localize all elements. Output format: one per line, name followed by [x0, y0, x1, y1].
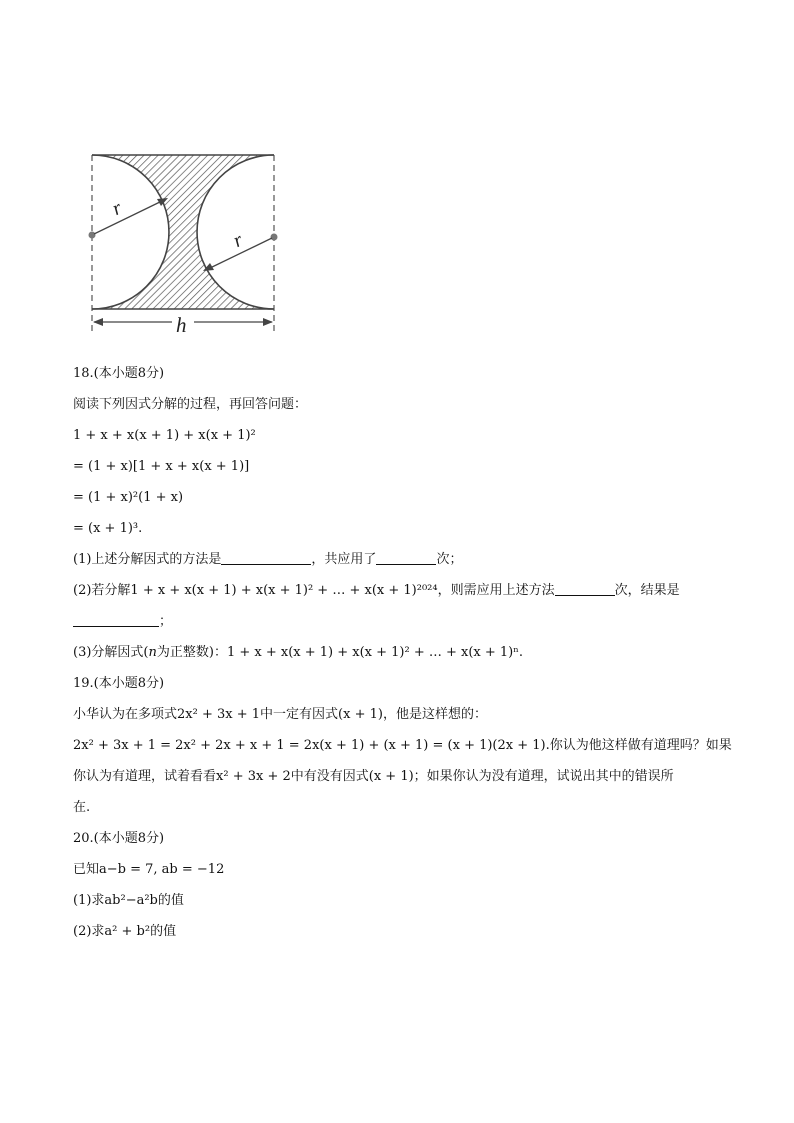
q18-part1-text-b: ，共应用了 [311, 552, 377, 567]
q18-part2-blank-result[interactable] [73, 614, 159, 627]
q20-given [73, 861, 224, 879]
left-center-dot [89, 232, 96, 239]
q18-step0: 1 + x + x(x + 1) + x(x + 1)² [73, 428, 256, 443]
geometry-figure [82, 146, 282, 342]
q18-part3-text-a: (3)分解因式( [73, 645, 149, 660]
q18-part2-text-c: 次，结果是 [614, 583, 680, 598]
q19-line3-text-a: 你认为有道理，试着看看 [73, 769, 217, 784]
q18-part2-expr: 1 + x + x(x + 1) + x(x + 1)² + … + x(x + 1)²⁰²⁴ [130, 583, 438, 598]
q18-part2-cont [73, 613, 172, 631]
q18-step1: = (1 + x)[1 + x + x(x + 1)] [73, 459, 250, 474]
q19-line1-poly: 2x² + 3x + 1 [177, 707, 261, 722]
q18-part1-blank-method[interactable] [221, 552, 311, 565]
q19-line3-text-c: ；如果你认为没有道理，试说出其中的错误所 [413, 769, 674, 784]
q18-part1-text-c: 次； [436, 552, 463, 567]
q19-line4: 在. [73, 800, 91, 815]
q18-part3-expr: 1 + x + x(x + 1) + x(x + 1)² + … + x(x + 1)ⁿ. [226, 645, 524, 660]
shaded-region [92, 155, 274, 309]
right-center-dot [271, 234, 278, 241]
right-radius-label: r [229, 228, 247, 253]
q18-part1-text-a: (1)上述分解因式的方法是 [73, 552, 222, 567]
width-label: h [176, 313, 187, 337]
q19-line2-equation: 2x² + 3x + 1 = 2x² + 2x + x + 1 = 2x(x + 1) + (x + 1) = (x + 1)(2x + 1) [73, 738, 546, 753]
q19-line3-text-b: 中有没有因式 [290, 769, 369, 784]
q20-part2-expr: a² + b² [104, 924, 151, 939]
q20-part2-text-a: (2)求 [73, 924, 105, 939]
q19-line1-text-a: 小华认为在多项式 [73, 707, 178, 722]
q19-line1-text-b: 中一定有因式 [260, 707, 339, 722]
q20-part1-text-b: 的值 [157, 893, 184, 908]
q18-part1 [73, 551, 462, 569]
q19-line1 [73, 706, 487, 724]
q19-line2-text: .你认为他这样做有道理吗？如果 [545, 738, 732, 753]
q18-part3-n: n [148, 645, 157, 660]
q18-part3-text-b: 为正整数)： [156, 645, 227, 660]
q20-part1-expr: ab²−a²b [104, 893, 158, 908]
q20-part1 [73, 892, 184, 910]
q18-part2-blank-count[interactable] [555, 583, 615, 596]
q19-line2 [73, 737, 732, 755]
width-arrow-right [263, 318, 273, 326]
figure-svg [82, 146, 282, 342]
q20-given-text: 已知 [73, 862, 100, 877]
q18-step3: = (x + 1)³. [73, 521, 143, 536]
q19-line1-text-c: ，他是这样想的： [382, 707, 487, 722]
q19-line3-factor: (x + 1) [368, 769, 414, 784]
left-radius-line [94, 200, 164, 234]
q18-part1-blank-count[interactable] [376, 552, 436, 565]
q18-header: 18.(本小题8分) [73, 366, 165, 381]
q19-header: 19.(本小题8分) [73, 676, 165, 691]
q18-part2-end: ； [159, 614, 173, 629]
q18-intro: 阅读下列因式分解的过程，再回答问题： [73, 397, 308, 412]
q20-part2 [73, 923, 176, 941]
q18-step2: = (1 + x)²(1 + x) [73, 490, 184, 505]
q18-part3 [73, 644, 523, 662]
q19-line3 [73, 768, 674, 786]
q20-part2-text-b: 的值 [150, 924, 177, 939]
q18-part2 [73, 582, 680, 600]
q20-header: 20.(本小题8分) [73, 831, 165, 846]
left-radius-label: r [108, 196, 126, 221]
q18-part2-text-b: ，则需应用上述方法 [437, 583, 555, 598]
q20-given-equation: a−b = 7, ab = −12 [99, 862, 225, 877]
width-arrow-left [93, 318, 103, 326]
q19-line3-poly: x² + 3x + 2 [216, 769, 291, 784]
q18-part2-text-a: (2)若分解 [73, 583, 131, 598]
q20-part1-text-a: (1)求 [73, 893, 105, 908]
q19-line1-factor: (x + 1) [338, 707, 383, 722]
